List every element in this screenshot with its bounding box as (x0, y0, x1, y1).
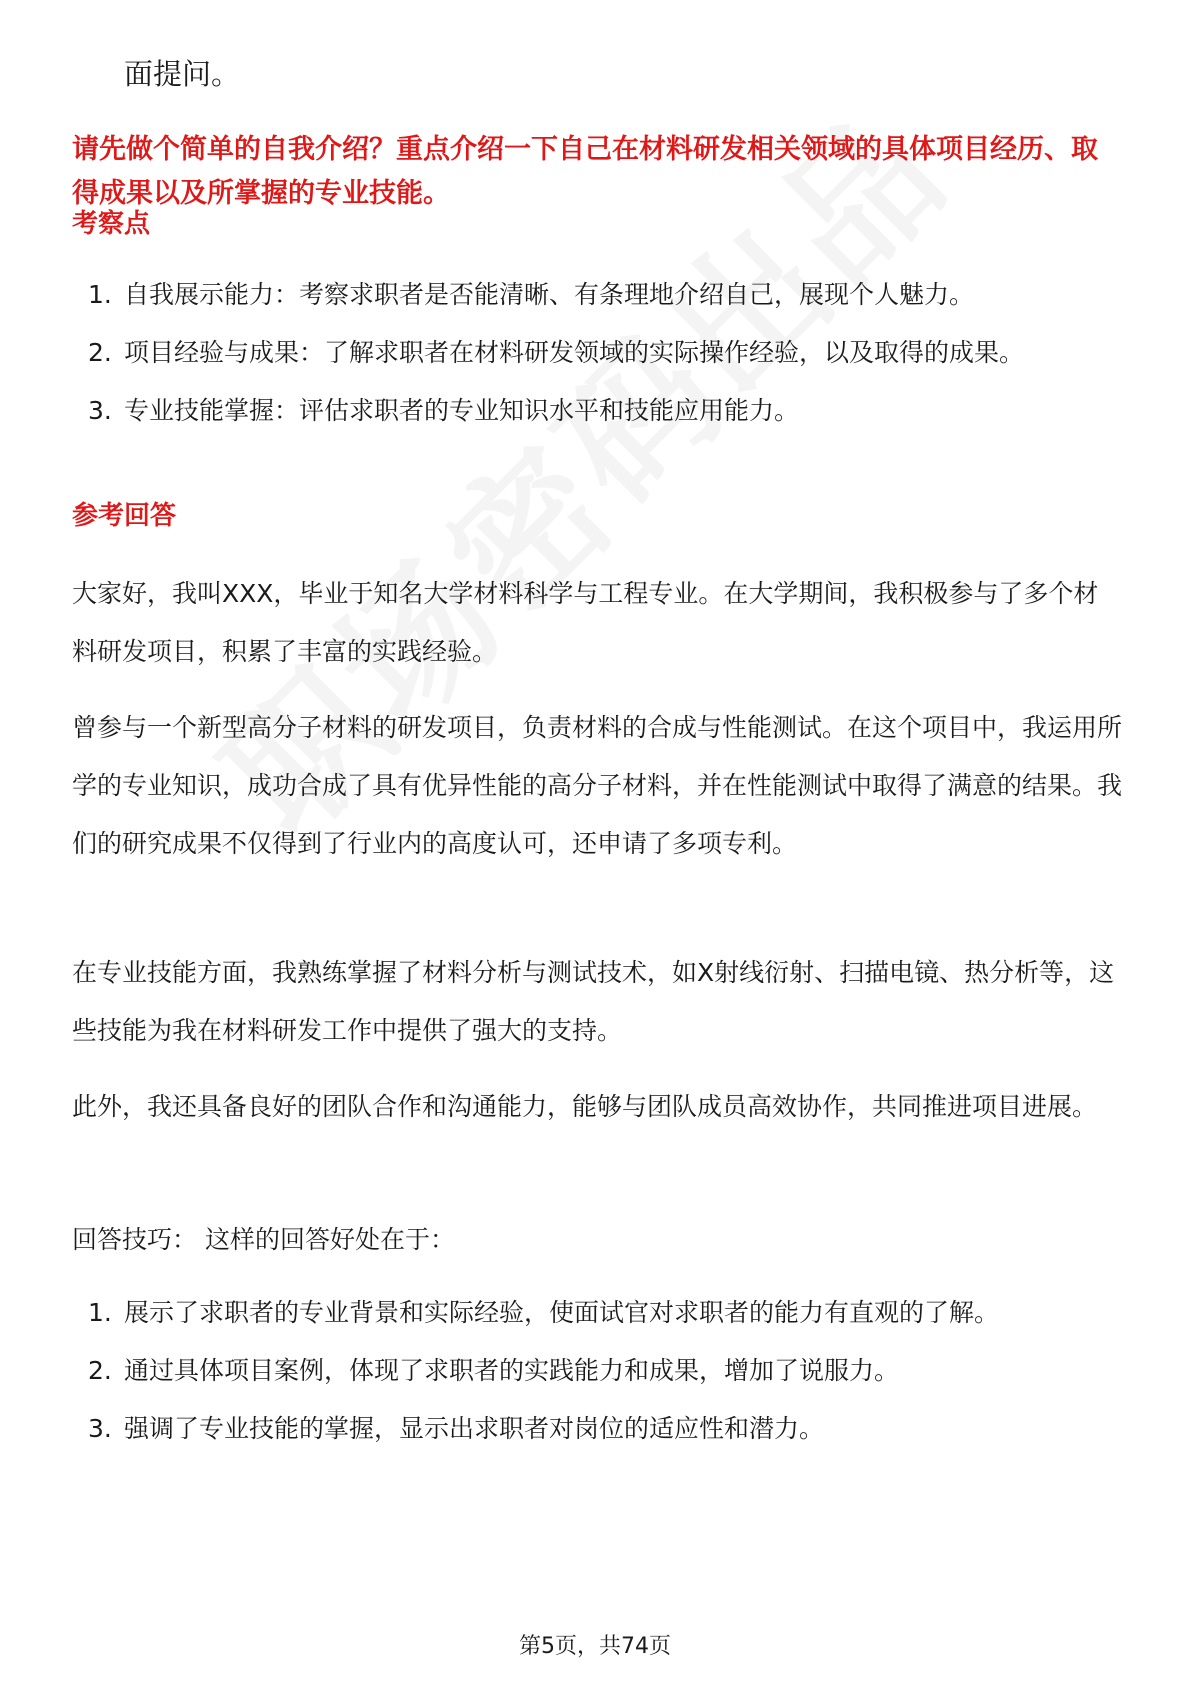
list-item: 3. 强调了专业技能的掌握，显示出求职者对岗位的适应性和潜力。 (88, 1414, 825, 1443)
answer-paragraph: 在专业技能方面，我熟练掌握了材料分析与测试技术，如X射线衍射、扫描电镜、热分析等，这些技能为我在材料研发工作中提供了强大的支持。 (72, 958, 1115, 1045)
question-heading: 请先做个简单的自我介绍？重点介绍一下自己在材料研发相关领域的具体项目经历、取得成果以及所掌握的专业技能。 (72, 134, 1098, 209)
list-item: 1. 自我展示能力：考察求职者是否能清晰、有条理地介绍自己，展现个人魅力。 (88, 280, 975, 309)
list-item: 2. 通过具体项目案例，体现了求职者的实践能力和成果，增加了说服力。 (88, 1356, 900, 1385)
answer-paragraph: 曾参与一个新型高分子材料的研发项目，负责材料的合成与性能测试。在这个项目中，我运用所学的专业知识，成功合成了具有优异性能的高分子材料，并在性能测试中取得了满意的结果。我们的研究成果不仅得到了行业内的高度认可，还申请了多项专利。 (72, 713, 1123, 858)
list-item: 2. 项目经验与成果：了解求职者在材料研发领域的实际操作经验，以及取得的成果。 (88, 338, 1025, 367)
answer-heading: 参考回答 (72, 501, 177, 531)
continued-text: 面提问。 (124, 57, 241, 91)
answer-paragraph: 此外，我还具备良好的团队合作和沟通能力，能够与团队成员高效协作，共同推进项目进展。 (72, 1092, 1098, 1121)
focus-heading: 考察点 (72, 209, 151, 239)
tips-intro: 回答技巧： 这样的回答好处在于： (72, 1225, 455, 1254)
page-number: 第5页，共74页 (519, 1634, 671, 1659)
list-item: 3. 专业技能掌握：评估求职者的专业知识水平和技能应用能力。 (88, 396, 800, 425)
list-item: 1. 展示了求职者的专业背景和实际经验，使面试官对求职者的能力有直观的了解。 (88, 1298, 1000, 1327)
answer-paragraph: 大家好，我叫XXX，毕业于知名大学材料科学与工程专业。在大学期间，我积极参与了多个材料研发项目，积累了丰富的实践经验。 (72, 579, 1099, 666)
focus-list (72, 266, 1122, 440)
tips-list (72, 1284, 1122, 1458)
